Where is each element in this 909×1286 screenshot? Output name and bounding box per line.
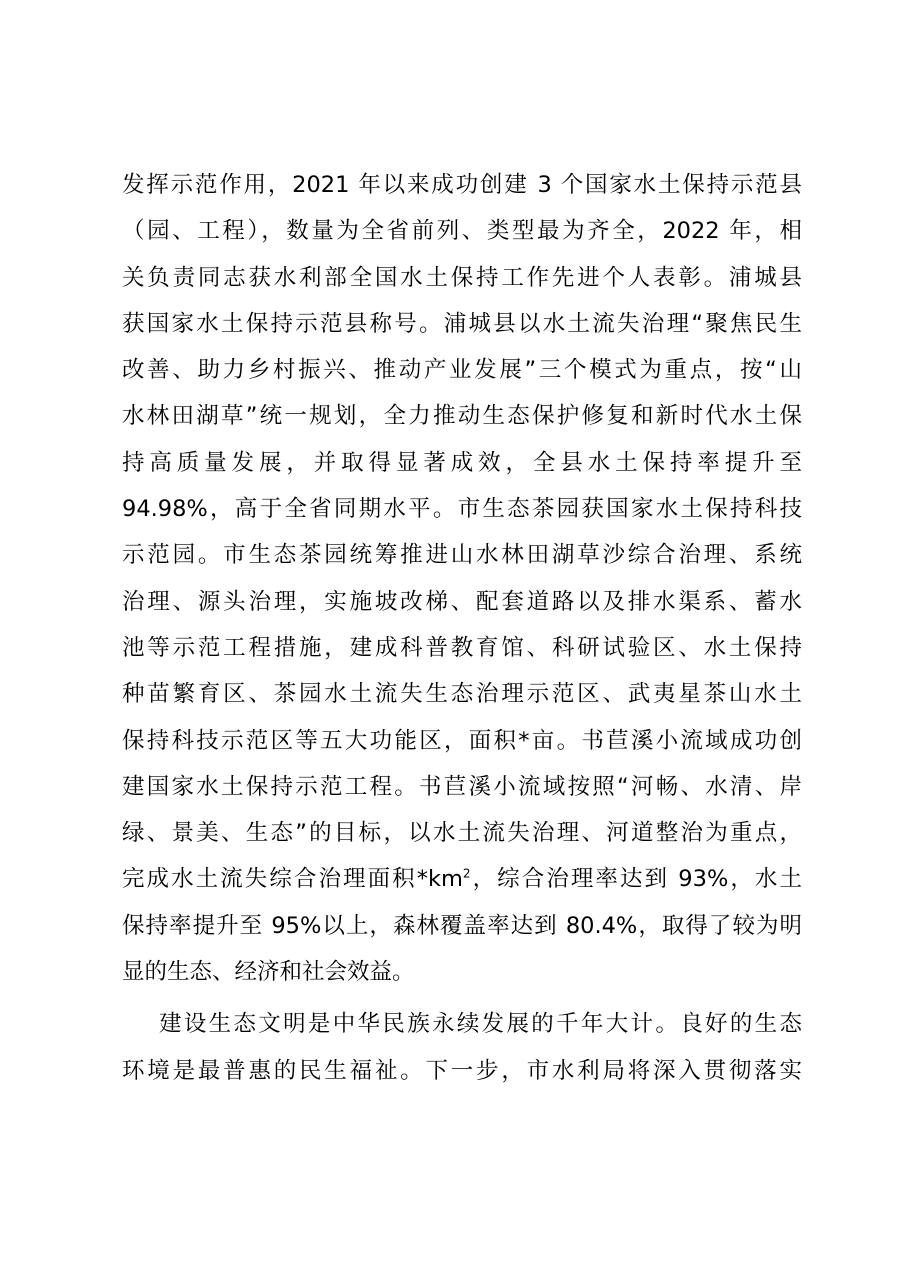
text-line: 水林田湖草”统一规划，全力推动生态保护修复和新时代水土保 (122, 403, 802, 430)
text-line: 改善、助力乡村振兴、推动产业发展”三个模式为重点，按“山 (122, 357, 802, 384)
text-line: 保持率提升至 95%以上，森林覆盖率达到 80.4%，取得了较为明 (122, 912, 802, 939)
text-line: 持高质量发展，并取得显著成效，全县水土保持率提升至 (122, 449, 802, 476)
text-line: 发挥示范作用，2021 年以来成功创建 3 个国家水土保持示范县 (122, 172, 802, 198)
text-line: 94.98%，高于全省同期水平。市生态茶园获国家水土保持科技 (122, 496, 802, 523)
text-line: 池等示范工程措施，建成科普教育馆、科研试验区、水土保持 (122, 634, 802, 661)
text-segment: 完成水土流失综合治理面积*km (122, 866, 463, 893)
text-line: 绿、景美、生态”的目标，以水土流失治理、河道整治为重点， (122, 820, 802, 847)
document-body (122, 162, 802, 1094)
text-segment: ，综合治理率达到 93%，水土 (470, 866, 802, 893)
text-line-with-superscript (122, 856, 802, 902)
text-line: 建国家水土保持示范工程。书苣溪小流域按照“河畅、水清、岸 (122, 773, 802, 800)
text-line: 环境是最普惠的民生福祉。下一步，市水利局将深入贯彻落实 (122, 1057, 802, 1084)
text-line: 保持科技示范区等五大功能区，面积*亩。书苣溪小流域成功创 (122, 727, 802, 754)
text-line: （园、工程），数量为全省前列、类型最为齐全，2022 年，相 (122, 218, 802, 245)
superscript: 2 (462, 866, 471, 881)
text-line: 获国家水土保持示范县称号。浦城县以水土流失治理“聚焦民生 (122, 310, 802, 337)
text-line: 示范园。市生态茶园统筹推进山水林田湖草沙综合治理、系统 (122, 542, 802, 569)
text-line: 关负责同志获水利部全国水土保持工作先进个人表彰。浦城县 (122, 264, 802, 291)
text-line: 建设生态文明是中华民族永续发展的千年大计。良好的生态 (159, 1011, 802, 1038)
text-line: 显的生态、经济和社会效益。 (122, 959, 415, 986)
text-line: 种苗繁育区、茶园水土流失生态治理示范区、武夷星茶山水土 (122, 681, 802, 708)
text-line: 治理、源头治理，实施坡改梯、配套道路以及排水渠系、蓄水 (122, 588, 802, 615)
